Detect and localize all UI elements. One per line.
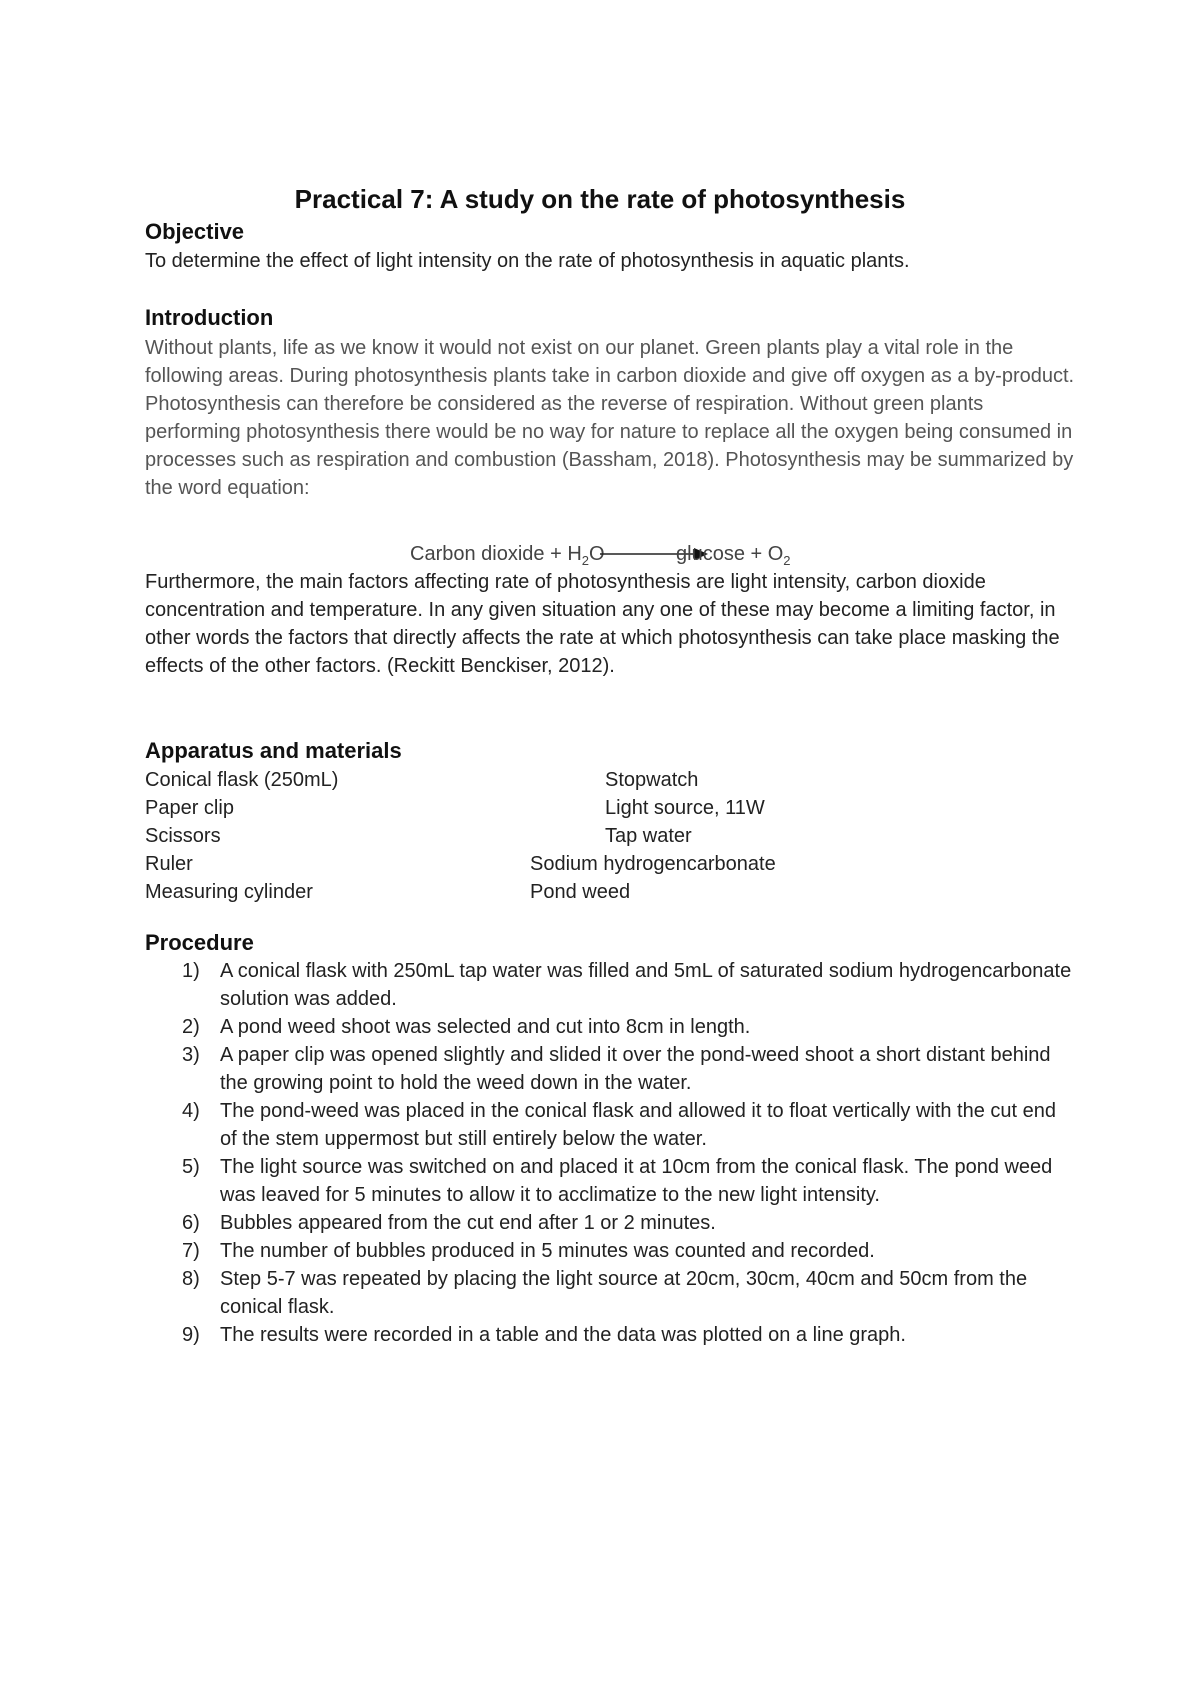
page-title: Practical 7: A study on the rate of photosynthesis <box>294 184 906 214</box>
apparatus-item: Ruler <box>145 853 193 875</box>
equation-products: $glucose + O_2$ <box>676 543 791 568</box>
introduction-paragraph-2: Furthermore, the main factors affecting rate of photosynthesis are light intensity, carbon dioxide concentration and temperature. In any given situation any one of these may become a limiting factor, in other words the factors that directly affects the rate at which photosynthesis can take place masking the effects of the other factors. (Reckitt Benckiser, 2012). <box>145 571 1060 677</box>
procedure-step <box>145 1321 1075 1349</box>
procedure-step <box>145 1097 1075 1153</box>
step-text: The results were recorded in a table and the data was plotted on a line graph. <box>220 1324 906 1346</box>
objective-heading: Objective <box>145 219 245 244</box>
step-number: 9) <box>182 1324 200 1346</box>
step-number: 8) <box>182 1268 200 1290</box>
apparatus-item: Light source, 11W <box>605 797 765 819</box>
apparatus-item: Sodium hydrogencarbonate <box>530 853 776 875</box>
step-text: Bubbles appeared from the cut end after 1 or 2 minutes. <box>220 1212 716 1234</box>
apparatus-item: Tap water <box>605 825 692 847</box>
procedure-step <box>145 1265 1075 1321</box>
procedure-step <box>145 957 1075 1013</box>
apparatus-item: Stopwatch <box>605 769 699 791</box>
step-text: The number of bubbles produced in 5 minutes was counted and recorded. <box>220 1240 875 1262</box>
step-text: The pond-weed was placed in the conical flask and allowed it to float vertically with the cut end of the stem uppermost but still entirely below the water. <box>220 1100 1057 1150</box>
procedure-step <box>145 1013 1075 1041</box>
introduction-paragraph-1: Without plants, life as we know it would not exist on our planet. Green plants play a vital role in the following areas. During photosynthesis plants take in carbon dioxide and give off oxygen as a by-product. Photosynthesis can therefore be considered as the reverse of respiration. Without green plants performing photosynthesis there would be no way for nature to replace all the oxygen being consumed in processes such as respiration and combustion (Bassham, 2018). Photosynthesis may be summarized by the word equation: <box>145 337 1075 499</box>
procedure-step <box>145 1041 1075 1097</box>
procedure-step <box>145 1153 1075 1209</box>
step-number: 5) <box>182 1156 200 1178</box>
step-number: 1) <box>182 960 200 982</box>
step-text: Step 5-7 was repeated by placing the light source at 20cm, 30cm, 40cm and 50cm from the conical flask. <box>220 1268 1028 1318</box>
procedure-step <box>145 1237 1075 1265</box>
word-equation <box>0 540 1200 568</box>
step-number: 7) <box>182 1240 200 1262</box>
step-number: 2) <box>182 1016 200 1038</box>
apparatus-item: Paper clip <box>145 797 234 819</box>
apparatus-item: Measuring cylinder <box>145 881 313 903</box>
procedure-step <box>145 1209 1075 1237</box>
equation-reactants: Carbon dioxide + $H_2O$ <box>410 543 605 568</box>
step-number: 3) <box>182 1044 200 1066</box>
step-text: The light source was switched on and placed it at 10cm from the conical flask. The pond weed was leaved for 5 minutes to allow it to acclimatize to the new light intensity. <box>220 1156 1053 1206</box>
objective-text: To determine the effect of light intensity on the rate of photosynthesis in aquatic plants. <box>145 250 910 272</box>
procedure-list <box>145 957 1075 1349</box>
step-number: 4) <box>182 1100 200 1122</box>
step-number: 6) <box>182 1212 200 1234</box>
apparatus-item: Pond weed <box>530 881 631 903</box>
apparatus-item: Scissors <box>145 825 221 847</box>
apparatus-heading: Apparatus and materials <box>145 738 402 763</box>
step-text: A pond weed shoot was selected and cut into 8cm in length. <box>220 1016 751 1038</box>
step-text: A conical flask with 250mL tap water was filled and 5mL of saturated sodium hydrogencarbonate solution was added. <box>220 960 1072 1010</box>
introduction-heading: Introduction <box>145 305 274 330</box>
apparatus-item: Conical flask (250mL) <box>145 769 339 791</box>
step-text: A paper clip was opened slightly and slided it over the pond-weed shoot a short distant behind the growing point to hold the weed down in the water. <box>220 1044 1051 1094</box>
procedure-heading: Procedure <box>145 930 254 955</box>
